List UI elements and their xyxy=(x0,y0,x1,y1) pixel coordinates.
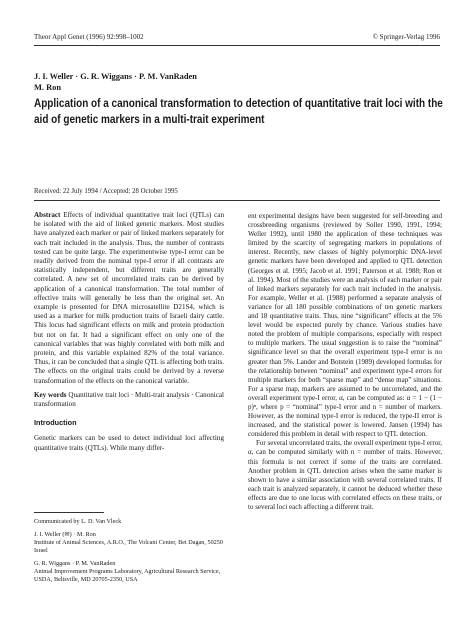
introduction-text: Genetic markers can be used to detect individual loci affecting quantitative traits (QTLs). While many differ- xyxy=(34,434,224,452)
keywords xyxy=(34,391,224,409)
affiliation-2 xyxy=(34,560,224,584)
affiliation-2-names: G. R. Wiggans · P. M. VanRaden xyxy=(34,560,116,567)
authors-line-1: J. I. Weller · G. R. Wiggans · P. M. VanRaden xyxy=(34,72,197,81)
affiliation-1 xyxy=(34,531,224,555)
keywords-label: Key words xyxy=(34,390,67,399)
affiliation-1-names: J. I. Weller (✉) · M. Ron xyxy=(34,531,96,538)
body-paragraph-2: For several uncorrelated traits, the overall experiment type-I error, α, can be computed similarly with n = number of traits. However, this formula is not correct if some of the traits are correlated. Another problem in QTL detection arises when the same marker is shown to have a similar association with several correlated traits. If each trait is analyzed separately, it cannot be deduced whether these effects are due to one locus with correlated effects on these traits, or to several loci each affecting a different trait. xyxy=(248,439,442,511)
abstract xyxy=(34,211,224,386)
running-head xyxy=(34,33,440,41)
body-paragraph-1: ent experimental designs have been suggested for self-breeding and crossbreeding organisms (reviewed by Soller 1990, 1991, 1994; Weller 1992), until 1980 the application of these techniques was limited by the scarcity of segregating markers in populations of interest. Recently, new classes of highly polymorphic DNA-level genetic markers have been developed and applied to QTL detection (Georges et al. 1995; Jacob et al. 1991; Paterson et al. 1988; Ron et al. 1994). Most of the studies were an analysis of each marker or pair of linked markers separately for each trait included in the analysis. For example, Weller et al. (1988) performed a separate analysis of variance for all 180 possible combinations of ten genetic markers and 18 quantitative traits. Thus, nine “significant” effects at the 5% level would be expected purely by chance. Various studies have noted the problem of multiple comparisons, especially with respect to multiple markers. The usual suggestion is to raise the “nominal” significance level so that the overall experiment type-I error is no greater than 5%. Lander and Botstein (1989) developed formulas for the relationship between “nominal” and experiment type-I errors for multiple markers for both “sparse map” and “dense map” situations. For a sparse map, markers are assumed to be uncorrelated, and the overall experiment type-I error, α, can be computed as: α = 1 − (1 − p)ⁿ, where p = “nominal” type-I error and n = number of markers. However, as the nominal type-I error is reduced, the type-II error is increased, and the statistical power is lowered. Jansen (1994) has considered this problem in detail with respect to QTL detection. xyxy=(248,212,442,439)
affiliation-1-address: Institute of Animal Sciences, A.R.O., The Volcani Center, Bet Dagan, 50250 Israel xyxy=(34,539,223,554)
article-title: Application of a canonical transformation to detection of quantitative trait loci with the aid of genetic markers in a multi-trait experiment xyxy=(34,97,443,126)
left-column xyxy=(34,211,224,453)
section-rule xyxy=(34,200,440,201)
authors-line-2: M. Ron xyxy=(34,83,61,92)
introduction-heading: Introduction xyxy=(34,418,77,428)
header-rule xyxy=(34,45,440,46)
abstract-text: Effects of individual quantitative trait loci (QTLs) can be isolated with the aid of linked genetic markers. Most studies have analyzed each marker or pair of linked markers separately for each trait included in the analysis. Thus, the number of contrasts tested can be quite large. The experimentwise type-I error can be readily derived from the nominal type-I error if all contrasts are statistically independent, but different traits are generally correlated. A new set of uncorrelated traits can be derived by application of a canonical transformation. The total number of effective traits will generally be less than the original set. An example is presented for DNA microsatellite D21S4, which is used as a marker for milk production traits of Israeli dairy cattle. This locus had significant effects on milk and protein production but not on fat. It had a significant effect on only one of the canonical variables that was highly correlated with both milk and protein, and this variable explained 82% of the total variance. Thus, it can be concluded that a single QTL is affecting both traits. The effects on the original traits could be derived by a reverse transformation of the effects on the canonical variable. xyxy=(34,211,224,385)
author-list xyxy=(34,71,434,93)
received-dates: Received: 22 July 1994 / Accepted: 28 October 1995 xyxy=(34,188,178,195)
publisher-copyright: © Springer-Verlag 1996 xyxy=(372,33,440,41)
footnote xyxy=(34,512,224,584)
affiliation-2-address: Animal Improvement Programs Laboratory, Agricultural Research Service, USDA, Beltsville, MD 20705-2350, USA xyxy=(34,568,221,583)
journal-citation: Theor Appl Genet (1996) 92:998–1002 xyxy=(34,33,144,41)
communicated-by: Communicated by L. D. Van Vleck xyxy=(34,518,122,525)
footnote-rule xyxy=(34,512,104,513)
abstract-label: Abstract xyxy=(34,211,61,219)
right-column xyxy=(248,212,442,512)
keywords-text: Quantitative trait loci · Multi-trait analysis · Canonical transformation xyxy=(34,390,224,409)
